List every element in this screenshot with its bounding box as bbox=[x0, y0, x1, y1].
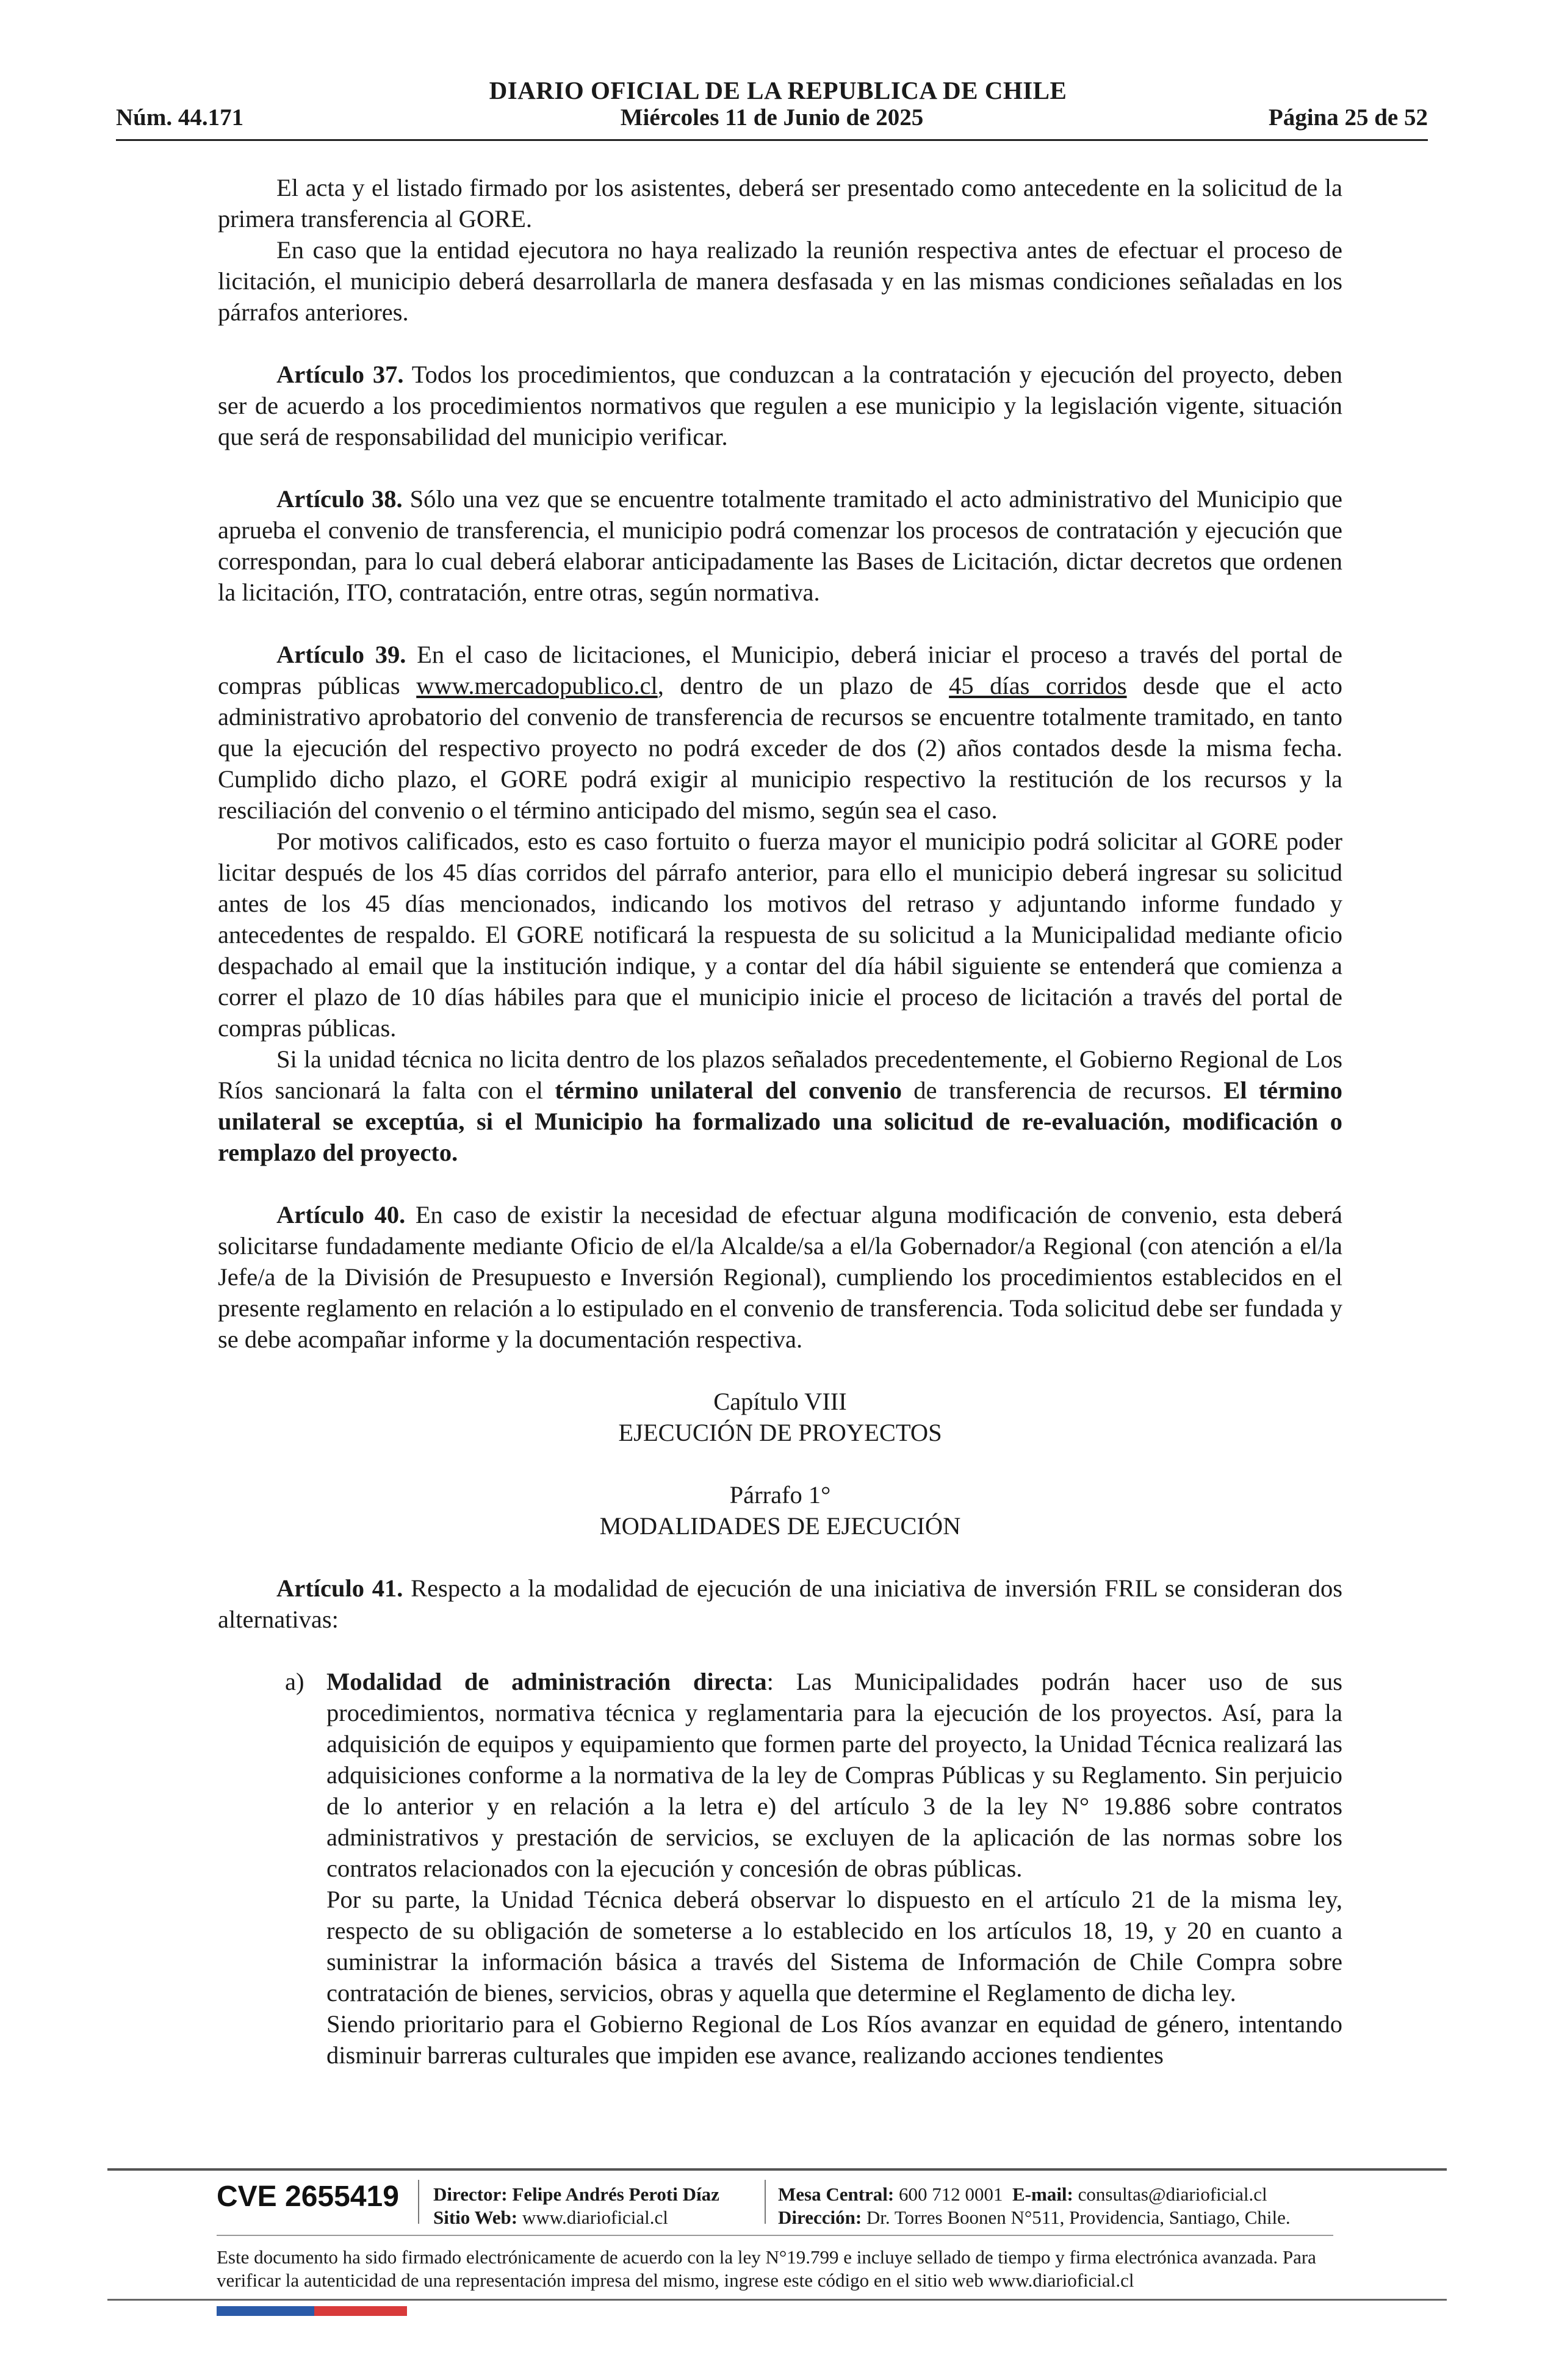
list-item-paragraph: Siendo prioritario para el Gobierno Regional de Los Ríos avanzar en equidad de género, intentando disminuir barreras culturales que impiden ese avance, realizando acciones tendientes bbox=[326, 2010, 1342, 2069]
list-item-paragraph: Por su parte, la Unidad Técnica deberá observar lo dispuesto en el artículo 21 de la misma ley, respecto de su obligación de someterse a lo establecido en los artículos 18, 19, y 20 en cuanto a suministrar la información básica a través del Sistema de Información de Chile Compra sobre contratación de bienes, servicios, obras y aquella que determine el Reglamento de dicha ley. bbox=[326, 1886, 1342, 2007]
header-divider bbox=[116, 139, 1428, 141]
footer-divider bbox=[107, 2299, 1447, 2301]
footer-separator bbox=[418, 2180, 419, 2224]
article-40: Artículo 40. En caso de existir la necesidad de efectuar alguna modificación de convenio, esta deberá solicitarse fundadamente mediante Oficio de el/la Alcalde/sa a el/la Gobernador/a Regional (con atención a el/la Jefe/a de la División de Presupuesto e Inversión Regional), cumpliendo los procedimientos establecidos en el presente reglamento en relación a lo estipulado en el convenio de transferencia. Toda solicitud debe ser fundada y se debe acompañar informe y la documentación respectiva. bbox=[218, 1201, 1342, 1353]
page-indicator: Página 25 de 52 bbox=[1268, 104, 1428, 131]
footer-contact-block bbox=[778, 2183, 1291, 2229]
header-row bbox=[116, 104, 1428, 138]
director-line: Director: Felipe Andrés Peroti Díaz bbox=[433, 2183, 719, 2205]
address-line: Dirección: Dr. Torres Boonen N°511, Providencia, Santiago, Chile. bbox=[778, 2207, 1291, 2228]
article-label: Artículo 39. bbox=[276, 641, 406, 668]
list-item bbox=[218, 1666, 1342, 2071]
article-label: Artículo 40. bbox=[276, 1201, 406, 1228]
chapter-heading: Capítulo VIII bbox=[713, 1388, 847, 1415]
list-item-paragraph: Modalidad de administración directa: Las Municipalidades podrán hacer uso de sus procedimientos, normativa técnica y reglamentaria para la ejecución de los proyectos. Así, para la adquisición de equipos y equipamiento que formen parte del proyecto, la Unidad Técnica realizará las adquisiciones conforme a la normativa de la ley de Compras Públicas y su Reglamento. Sin perjuicio de lo anterior y en relación a la letra e) del artículo 3 de la ley N° 19.886 sobre contratos administrativos y prestación de servicios, se excluyen de la aplicación de las normas sobre los contratos relacionados con la ejecución y concesión de obras públicas. bbox=[326, 1668, 1342, 1882]
footer-divider bbox=[217, 2235, 1333, 2236]
document-body bbox=[218, 172, 1342, 2071]
footer-separator bbox=[765, 2180, 766, 2224]
article-label: Artículo 37. bbox=[276, 361, 404, 388]
paragraph-heading: Párrafo 1° bbox=[729, 1481, 831, 1509]
issue-date: Miércoles 11 de Junio de 2025 bbox=[620, 104, 924, 131]
article-label: Artículo 38. bbox=[276, 485, 403, 513]
signature-note: Este documento ha sido firmado electrónicamente de acuerdo con la ley N°19.799 e incluye sellado de tiempo y firma electrónica avanzada. Para verificar la autenticidad de una representación impresa del mismo, ingrese este código en el sitio web www.diarioficial.cl bbox=[217, 2246, 1316, 2291]
flag-stripe-blue bbox=[217, 2306, 314, 2316]
website-link[interactable]: www.diarioficial.cl bbox=[517, 2207, 668, 2228]
article-39: Artículo 39. En el caso de licitaciones, el Municipio, deberá iniciar el proceso a través del portal de compras públicas www.mercadopublico.cl, dentro de un plazo de 45 días corridos desde que el acto administrativo aprobatorio del convenio de transferencia de recursos se encuentre totalmente tramitado, en tanto que la ejecución del respectivo proyecto no podrá exceder de dos (2) años contados desde la misma fecha. Cumplido dicho plazo, el GORE podrá exigir al municipio respectivo la restitución de los recursos y la resciliación del convenio o el término anticipado del mismo, según sea el caso. bbox=[218, 641, 1343, 824]
body-paragraph: Por motivos calificados, esto es caso fortuito o fuerza mayor el municipio podrá solicitar al GORE poder licitar después de los 45 días corridos del párrafo anterior, para ello el municipio deberá ingresar su solicitud antes de los 45 días mencionados, indicando los motivos del retraso y adjuntando informe fundado y antecedentes de respaldo. El GORE notificará la respuesta de su solicitud a la Municipalidad mediante oficio despachado al email que la institución indique, y a contar del día hábil siguiente se entenderá que comienza a correr el plazo de 10 días hábiles para que el municipio inicie el proceso de licitación a través del portal de compras públicas. bbox=[218, 828, 1342, 1042]
mercadopublico-link[interactable]: www.mercadopublico.cl bbox=[416, 672, 658, 699]
email-link[interactable]: consultas@diarioficial.cl bbox=[1073, 2183, 1267, 2205]
newspaper-title: DIARIO OFICIAL DE LA REPUBLICA DE CHILE bbox=[489, 76, 1067, 104]
body-paragraph: El acta y el listado firmado por los asistentes, deberá ser presentado como antecedente en la solicitud de la primera transferencia al GORE. bbox=[218, 174, 1342, 233]
contact-line: Mesa Central: 600 712 0001 E-mail: consultas@diarioficial.cl bbox=[778, 2183, 1267, 2205]
paragraph-title: MODALIDADES DE EJECUCIÓN bbox=[599, 1512, 961, 1540]
article-41: Artículo 41. Respecto a la modalidad de ejecución de una iniciativa de inversión FRIL se consideran dos alternativas: bbox=[218, 1574, 1343, 1633]
chapter-title: EJECUCIÓN DE PROYECTOS bbox=[618, 1419, 942, 1446]
footer-divider bbox=[107, 2168, 1447, 2171]
website-line: Sitio Web: www.diarioficial.cl bbox=[433, 2207, 668, 2228]
deadline-text: 45 días corridos bbox=[949, 672, 1127, 699]
body-paragraph: En caso que la entidad ejecutora no haya realizado la reunión respectiva antes de efectuar el proceso de licitación, el municipio deberá desarrollarla de manera desfasada y en las mismas condiciones señaladas en los párrafos anteriores. bbox=[218, 236, 1342, 326]
footer-director-block bbox=[433, 2183, 719, 2229]
article-37: Artículo 37. Todos los procedimientos, que conduzcan a la contratación y ejecución del proyecto, deben ser de acuerdo a los procedimientos normativos que regulen a ese municipio y la legislación vigente, situación que será de responsabilidad del municipio verificar. bbox=[218, 361, 1342, 450]
cve-code: CVE 2655419 bbox=[217, 2180, 399, 2213]
flag-stripe-red bbox=[314, 2306, 407, 2316]
article-label: Artículo 41. bbox=[276, 1574, 403, 1602]
list-marker: a) bbox=[285, 1668, 304, 1695]
body-paragraph: Si la unidad técnica no licita dentro de los plazos señalados precedentemente, el Gobierno Regional de Los Ríos sancionará la falta con el término unilateral del convenio de transferencia de recursos. El término unilateral se exceptúa, si el Municipio ha formalizado una solicitud de re-evaluación, modificación o remplazo del proyecto. bbox=[218, 1045, 1343, 1166]
article-38: Artículo 38. Sólo una vez que se encuentre totalmente tramitado el acto administrativo del Municipio que aprueba el convenio de transferencia, el municipio podrá comenzar los procesos de contratación y ejecución que correspondan, para lo cual deberá elaborar anticipadamente las Bases de Licitación, dictar decretos que ordenen la licitación, ITO, contratación, entre otras, según normativa. bbox=[218, 485, 1342, 606]
issue-number: Núm. 44.171 bbox=[116, 104, 244, 131]
